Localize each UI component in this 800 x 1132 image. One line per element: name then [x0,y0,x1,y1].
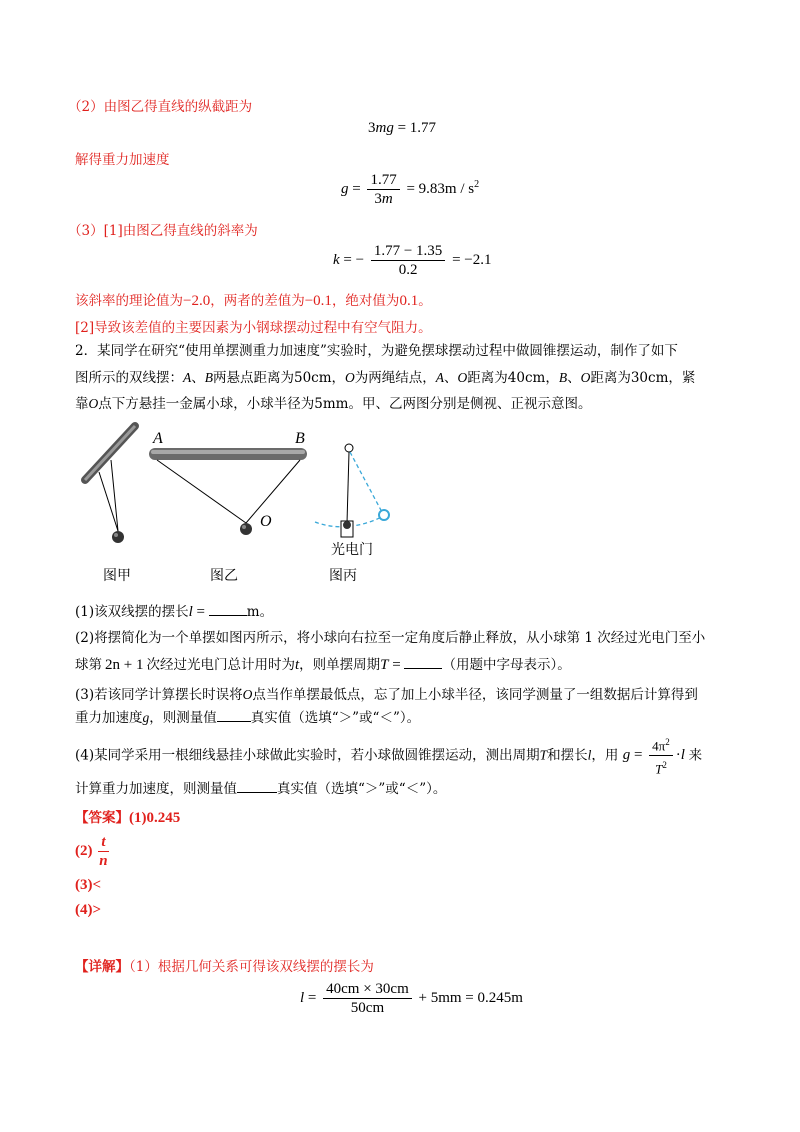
pivot [345,444,353,452]
answer-header: 【答案】(1)0.245 [75,810,181,826]
question-4-line-1: (4)某同学采用一根细线悬挂小球做此实验时，若小球做圆锥摆运动，测出周期T和摆长l，用 g = $\frac{4\pi^2}{T^2}$ ·l 来 [75,733,702,779]
ball-rest [343,521,351,529]
equation-g-value: g = $\frac{1.77}{3m}$ = $9.83m / s^2$ [341,172,480,207]
equation-slope: k = − $\frac{1.77 - 1.35}{0.2}$ = −2.1 [333,243,492,278]
formula-g: g = $\frac{4\pi^2}{T^2}$ ·l [623,747,689,763]
point-label-o: O [260,513,272,530]
question-2-line-2: 球第 2n + 1 次经过光电门总计用时为t，则单摆周期T = （用题中字母表示）。 [75,657,571,673]
question-2-line-1: (2)将摆简化为一个单摆如图丙所示，将小球向右拉至一定角度后静止释放，从小球第 1 次经过光电门至小 [75,630,706,646]
figure-label-jia: 图甲 [103,569,131,584]
figure-jia [85,426,135,584]
figure-label-bing: 图丙 [329,569,357,584]
solution-part-3-intro: （3）[1]由图乙得直线的斜率为 [68,223,258,239]
string-ao [157,460,246,523]
solution-part-2-intro: （2）由图乙得直线的纵截距为 [68,99,253,115]
fraction-length: $\frac{40cm \times 30cm}{50cm}$ [323,980,412,1017]
point-label-a: A [153,430,163,447]
question-4-line-2: 计算重力加速度，则测量值 真实值（选填“＞”或“＜”）。 [75,781,447,797]
string-bo [246,460,300,523]
problem-stem-line-2: 图所示的双线摆：A、B两悬点距离为50cm，O为两绳结点，A、O距离为40cm，B、O距离为30cm，紧 [75,370,696,386]
photogate-label: 光电门 [331,543,373,558]
question-1: (1)该双线摆的摆长l = m。 [75,604,274,620]
answer-4: (4)> [75,902,102,918]
fraction-slope: $\frac{1.77 - 1.35}{0.2}$ [371,242,445,279]
detail-intro: 【详解】（1）根据几何关系可得该双线摆的摆长为 [75,959,374,975]
ball-front [240,523,252,535]
string-displaced [350,452,383,514]
ball-front-shine [242,525,246,529]
ball-side-shine [114,533,118,537]
equation-intercept: 3mg = 1.77 [368,120,437,136]
rod-side-highlight [85,426,135,480]
solution-solve-g: 解得重力加速度 [75,152,170,168]
solution-reason-line: [2]导致该差值的主要因素为小钢球摆动过程中有空气阻力。 [75,320,432,336]
fraction-g-formula: $\frac{4\pi^2}{T^2}$ [649,733,673,779]
ball-side [112,531,124,543]
string-rest [347,452,349,523]
solution-theory-line: 该斜率的理论值为−2.0，两者的差值为−0.1，绝对值为0.1。 [75,293,432,309]
answer-3: (3)< [75,877,102,893]
answer-blank-4[interactable] [237,780,277,793]
rod-front-highlight [151,450,305,454]
figure-bing [315,444,389,584]
figure-yi [149,430,307,584]
figure-label-yi: 图乙 [210,569,238,584]
question-3-line-2: 重力加速度g，则测量值 真实值（选填“＞”或“＜”）。 [75,710,421,726]
question-3-line-1: (3)若该同学计算摆长时误将O点当作单摆最低点，忘了加上小球半径，该同学测量了一组数据后计算得到 [75,687,698,703]
point-label-b: B [295,430,305,447]
answer-2-fraction: $\frac{t}{n}$ [99,834,108,869]
problem-stem-line-1: 2．某同学在研究“使用单摆测重力加速度”实验时，为避免摆球摆动过程中做圆锥摆运动，制作了如下 [75,343,678,359]
answer-2: (2) $\frac{t}{n}$ [75,833,111,870]
answer-blank-2[interactable] [404,656,442,669]
fraction-g: $\frac{1.77}{3m}$ [367,171,399,208]
problem-stem-line-3: 靠O点下方悬挂一金属小球，小球半径为5mm。甲、乙两图分别是侧视、正视示意图。 [75,396,592,412]
equation-length: l = $\frac{40cm \times 30cm}{50cm}$ + 5mm = 0.245m [300,981,523,1016]
ball-displaced [379,510,389,520]
answer-blank-3[interactable] [217,709,251,722]
pendulum-figures [75,420,415,590]
answer-blank-1[interactable] [209,603,247,616]
